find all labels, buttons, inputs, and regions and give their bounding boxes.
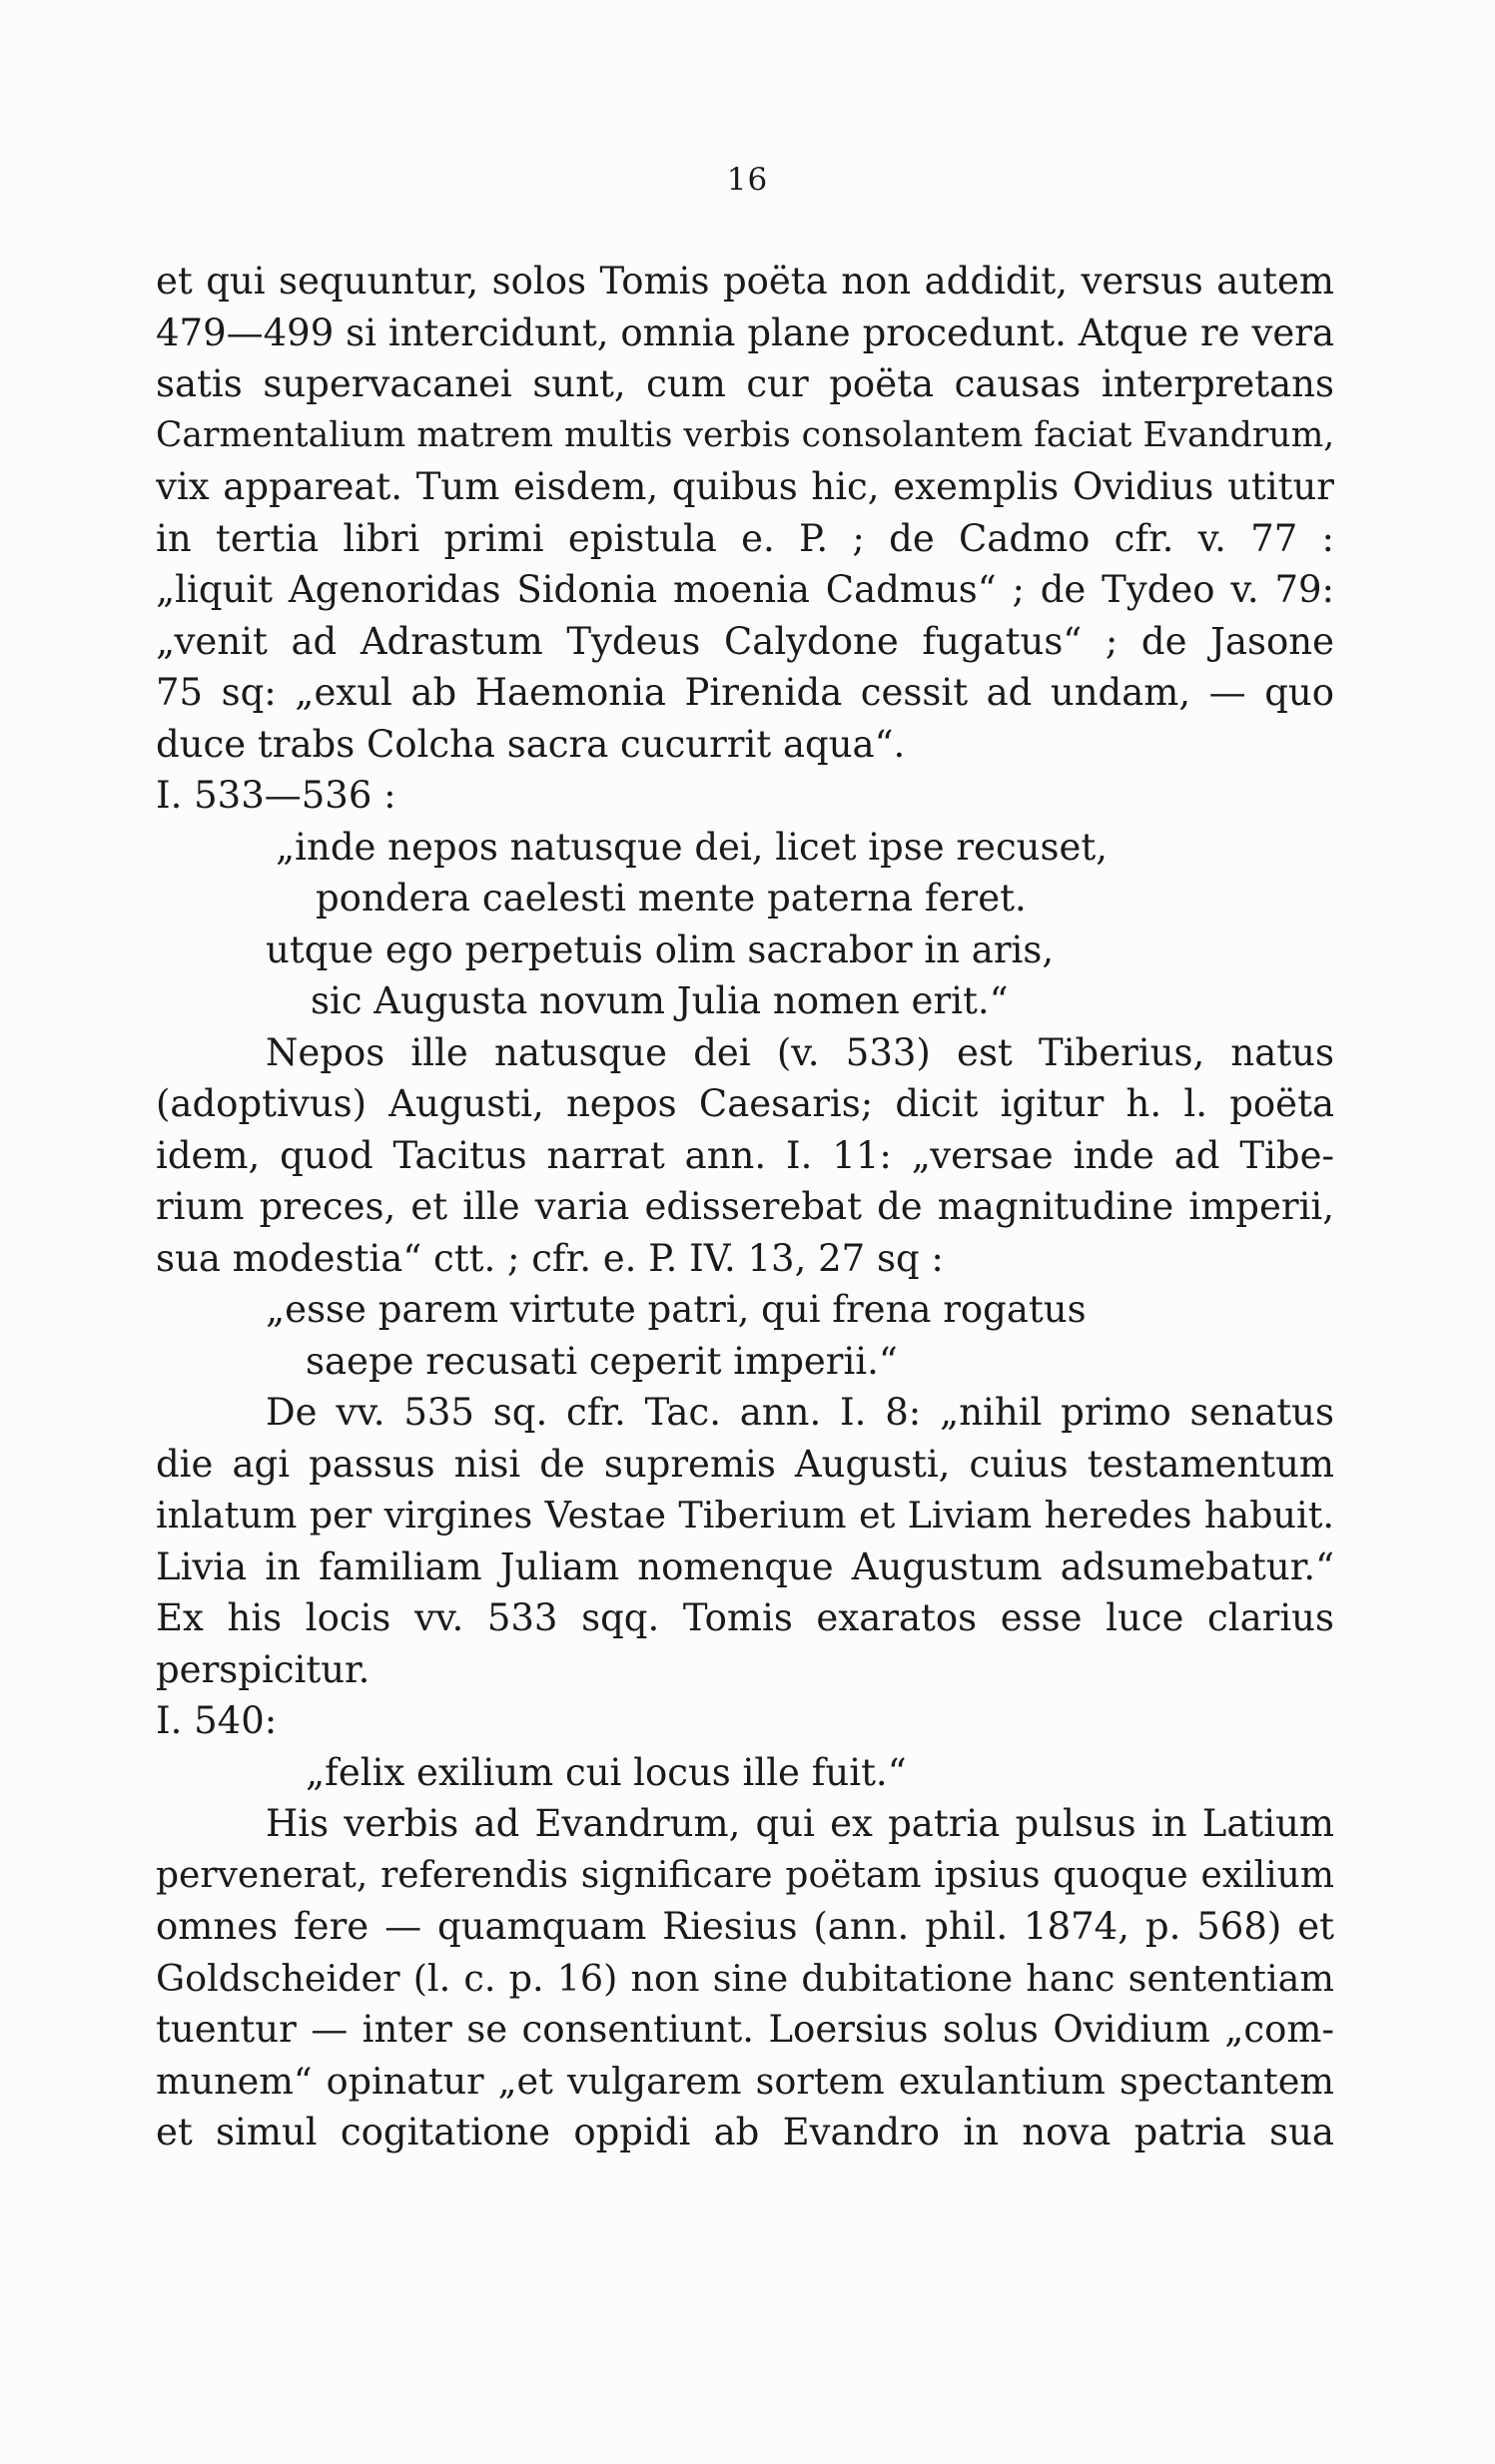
text-line: pervenerat, referendis significare poëtam ipsius quoque exilium <box>156 1854 1334 1896</box>
text-line: et qui sequuntur, solos Tomis poëta non addidit, versus autem <box>156 260 1334 303</box>
text-line: Goldscheider (l. c. p. 16) non sine dubitatione hanc sententiam <box>156 1956 1334 2000</box>
text-line: rium preces, et ille varia edisserebat de magnitudine imperii, <box>156 1185 1334 1228</box>
text-line: De vv. 535 sq. cfr. Tac. ann. I. 8: „nihil primo senatus <box>266 1391 1334 1434</box>
text-line: „venit ad Adrastum Tydeus Calydone fugatus“ ; de Jasone <box>156 619 1334 663</box>
text-line: die agi passus nisi de supremis Augusti, cuius testamentum <box>156 1442 1334 1486</box>
text-line: Nepos ille natusque dei (v. 533) est Tiberius, natus <box>266 1030 1334 1074</box>
text-line: omnes fere — quamquam Riesius (ann. phil. 1874, p. 568) et <box>156 1905 1334 1948</box>
text-line: sua modestia“ ctt. ; cfr. e. P. IV. 13, 27 sq : <box>156 1236 944 1280</box>
text-line: idem, quod Tacitus narrat ann. I. 11: „versae inde ad Tibe- <box>156 1133 1334 1177</box>
text-line: munem“ opinatur „et vulgarem sortem exulantium spectantem <box>156 2059 1334 2103</box>
text-line: (adoptivus) Augusti, nepos Caesaris; dicit igitur h. l. poëta <box>156 1082 1334 1125</box>
verse-line: pondera caelesti mente paterna feret. <box>316 877 1027 920</box>
text-line: „liquit Agenoridas Sidonia moenia Cadmus“ ; de Tydeo v. 79: <box>156 568 1334 611</box>
page-number: 16 <box>726 162 769 198</box>
verse-line: utque ego perpetuis olim sacrabor in aris, <box>266 927 1055 971</box>
text-line: inlatum per virgines Vestae Tiberium et Liviam heredes habuit. <box>156 1494 1334 1537</box>
text-line: Ex his locis vv. 533 sqq. Tomis exaratos esse luce clarius <box>156 1596 1334 1639</box>
verse-line: saepe recusati ceperit imperii.“ <box>306 1339 898 1383</box>
verse-line: „inde nepos natusque dei, licet ipse recuset, <box>276 825 1109 869</box>
text-line: in tertia libri primi epistula e. P. ; de Cadmo cfr. v. 77 : <box>156 516 1334 560</box>
text-line: perspicitur. <box>156 1647 371 1691</box>
verse-line: „felix exilium cui locus ille fuit.“ <box>306 1750 907 1794</box>
text-line: et simul cogitatione oppidi ab Evandro in nova patria sua <box>156 2111 1334 2154</box>
text-line: 75 sq: „exul ab Haemonia Pirenida cessit ad undam, — quo <box>156 671 1334 714</box>
text-line: His verbis ad Evandrum, qui ex patria pulsus in Latium <box>266 1802 1334 1845</box>
citation-heading: I. 533—536 : <box>156 774 396 817</box>
verse-line: sic Augusta novum Julia nomen erit.“ <box>311 979 1009 1022</box>
text-line: duce trabs Colcha sacra cucurrit aqua“. <box>156 722 906 766</box>
text-line: Livia in familiam Juliam nomenque Augustum adsumebatur.“ <box>156 1544 1334 1588</box>
citation-heading: I. 540: <box>156 1699 278 1742</box>
text-line: satis supervacanei sunt, cum cur poëta causas interpretans <box>156 362 1334 405</box>
body-text <box>156 256 1334 2158</box>
text-line: vix appareat. Tum eisdem, quibus hic, exemplis Ovidius utitur <box>156 465 1334 508</box>
verse-line: „esse parem virtute patri, qui frena rogatus <box>266 1288 1087 1331</box>
text-line: Carmentalium matrem multis verbis consolantem faciat Evandrum, <box>156 414 1334 455</box>
text-line: 479—499 si intercidunt, omnia plane procedunt. Atque re vera <box>156 310 1334 354</box>
text-line: tuentur — inter se consentiunt. Loersius solus Ovidium „com- <box>156 2008 1334 2051</box>
